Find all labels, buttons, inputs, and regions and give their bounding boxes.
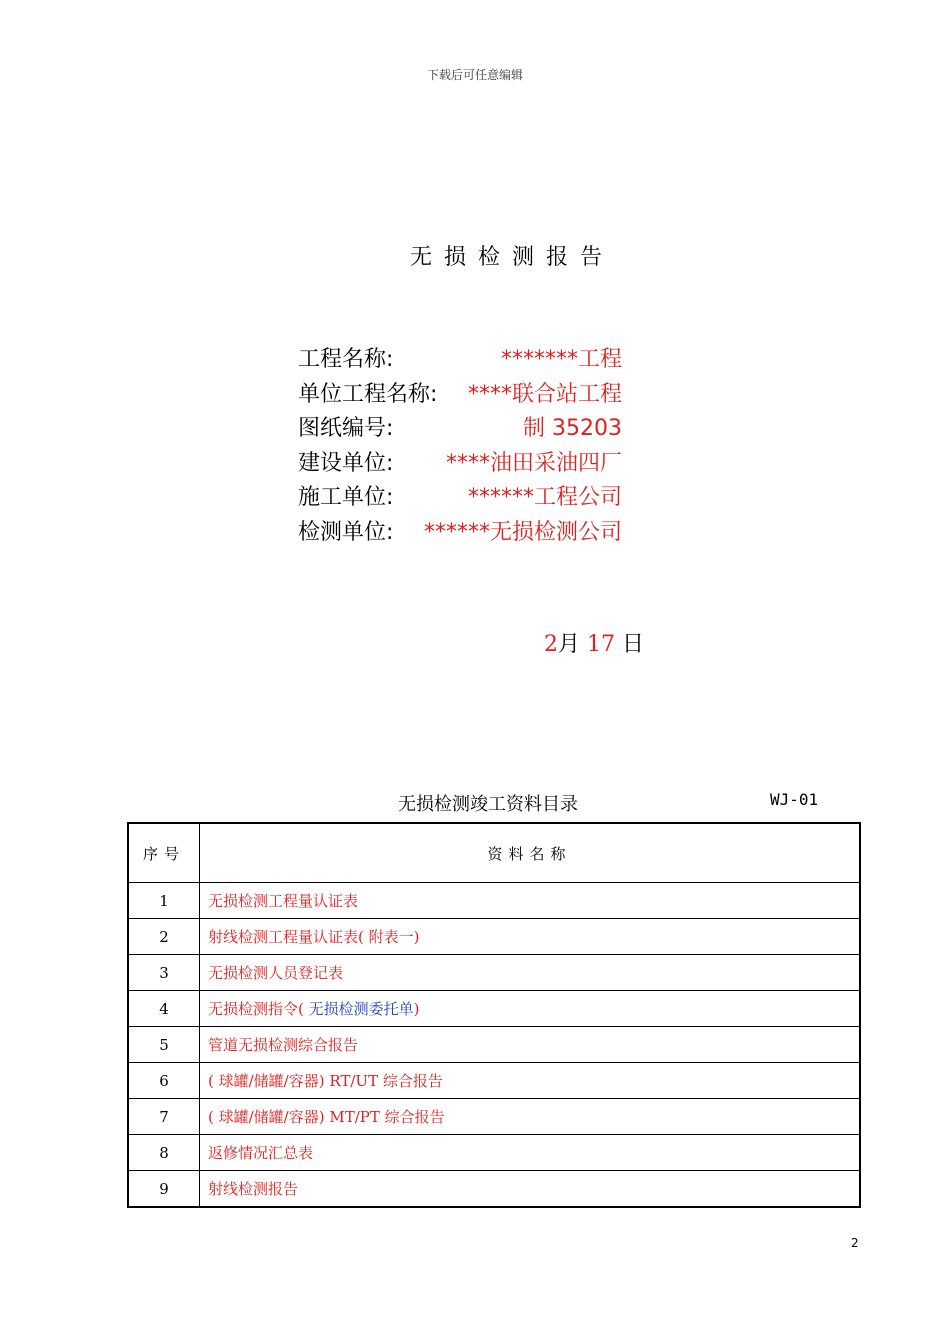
table-row — [128, 955, 860, 991]
row-no: 3 — [128, 955, 200, 991]
date-month: 2 — [544, 632, 558, 657]
header-note: 下载后可任意编辑 — [426, 68, 523, 82]
row-no: 1 — [128, 883, 200, 919]
toc-header-name: 资料名称 — [200, 823, 861, 883]
page-number: 2 — [851, 1236, 859, 1250]
row-no: 6 — [128, 1063, 200, 1099]
info-label: 图纸编号: — [298, 416, 394, 441]
info-value: ******工程公司 — [467, 485, 622, 510]
date-day: 17 — [587, 632, 616, 657]
toc-code: WJ-01 — [770, 790, 819, 809]
table-row — [128, 1171, 860, 1208]
report-title: 无损检测报告 — [410, 245, 615, 270]
info-label: 单位工程名称: — [298, 382, 438, 407]
info-row-construction-unit — [298, 449, 628, 479]
row-no: 7 — [128, 1099, 200, 1135]
table-row — [128, 991, 860, 1027]
row-name-blue: 无损检测委托单 — [303, 1000, 414, 1018]
info-value: *******工程 — [500, 347, 622, 372]
row-name: 无损检测人员登记表 — [200, 955, 861, 991]
table-row — [128, 1135, 860, 1171]
info-row-project-name — [298, 345, 628, 375]
date-day-unit: 日 — [622, 632, 645, 657]
table-row — [128, 1027, 860, 1063]
info-value: ******无损检测公司 — [423, 520, 622, 545]
report-date — [544, 627, 644, 658]
row-name — [200, 991, 861, 1027]
row-no: 5 — [128, 1027, 200, 1063]
info-label: 建设单位: — [298, 451, 394, 476]
row-no: 9 — [128, 1171, 200, 1208]
row-name: 射线检测工程量认证表( 附表一) — [200, 919, 861, 955]
info-row-inspection-unit — [298, 518, 628, 548]
info-value: ****油田采油四厂 — [445, 451, 622, 476]
row-name: 管道无损检测综合报告 — [200, 1027, 861, 1063]
row-name: ( 球罐/储罐/容器) MT/PT 综合报告 — [200, 1099, 861, 1135]
info-row-drawing-number — [298, 414, 628, 444]
toc-header-no: 序号 — [128, 823, 200, 883]
row-name: 返修情况汇总表 — [200, 1135, 861, 1171]
info-label: 检测单位: — [298, 520, 394, 545]
table-row — [128, 883, 860, 919]
info-value: 制 35203 — [523, 416, 622, 441]
row-name-tail: ) — [413, 1000, 420, 1018]
row-name-main: 无损检测指令( — [208, 1000, 304, 1018]
row-no: 8 — [128, 1135, 200, 1171]
row-name: 无损检测工程量认证表 — [200, 883, 861, 919]
info-row-unit-project — [298, 380, 628, 410]
info-label: 施工单位: — [298, 485, 394, 510]
toc-header-row — [128, 823, 860, 883]
table-row — [128, 1063, 860, 1099]
toc-title: 无损检测竣工资料目录 — [398, 794, 578, 815]
toc-table — [127, 822, 861, 1208]
table-row — [128, 1099, 860, 1135]
info-row-contractor — [298, 483, 628, 513]
table-row — [128, 919, 860, 955]
row-no: 2 — [128, 919, 200, 955]
info-label: 工程名称: — [298, 347, 394, 372]
row-no: 4 — [128, 991, 200, 1027]
row-name: 射线检测报告 — [200, 1171, 861, 1208]
row-name: ( 球罐/储罐/容器) RT/UT 综合报告 — [200, 1063, 861, 1099]
date-month-unit: 月 — [558, 632, 581, 657]
info-value: ****联合站工程 — [467, 382, 622, 407]
